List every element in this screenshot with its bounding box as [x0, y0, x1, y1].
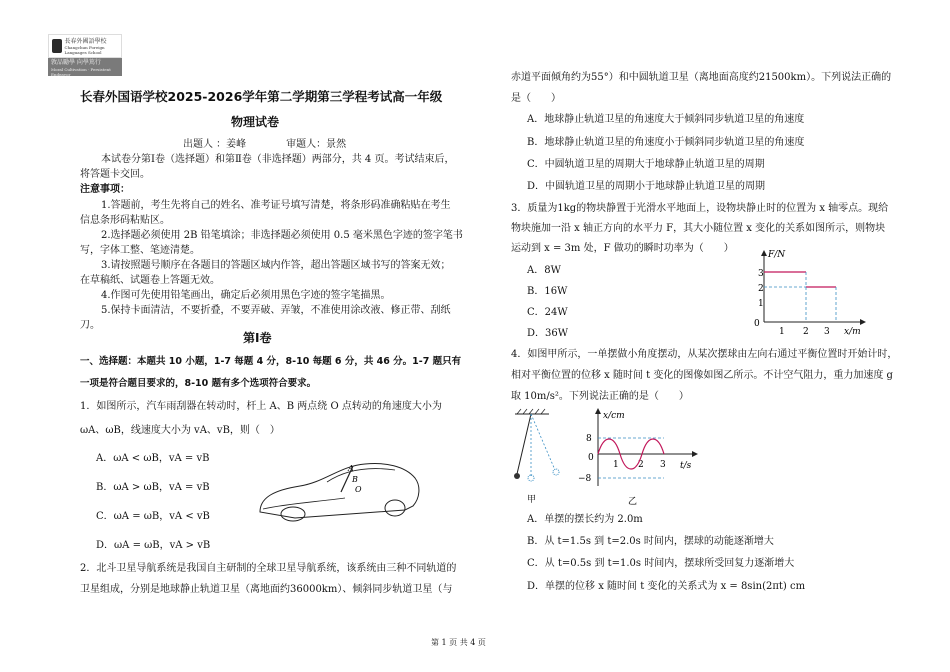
q2-stem-2: 卫星组成，分别是地球静止轨道卫星（离地面约36000km）、倾斜同步轨道卫星（与	[80, 584, 453, 595]
notice-line: 在草稿纸、试题卷上答题无效。	[80, 275, 220, 286]
pendulum-figure	[509, 408, 579, 508]
q2-option-b: B．地球静止轨道卫星的角速度小于倾斜同步轨道卫星的角速度	[527, 137, 805, 148]
intro-line-1: 本试卷分第Ⅰ卷（选择题）和第Ⅱ卷（非选择题）两部分，共 4 页。考试结束后，	[101, 154, 455, 165]
q1-stem-1: 1．如图所示，汽车雨刮器在转动时，杆上 A、B 两点绕 O 点转动的角速度大小为	[80, 401, 442, 412]
y-tick-0: 0	[588, 453, 594, 463]
q4-option-d: D．单摆的位移 x 随时间 t 变化的关系式为 x = 8sin(2πt) cm	[527, 581, 806, 592]
section-desc-2: 一项是符合题目要求的，8-10 题有多个选项符合要求。	[80, 378, 317, 389]
q4-stem-1: 4．如图甲所示，一单摆做小角度摆动，从某次摆球由左向右通过平衡位置时开始计时，	[511, 349, 898, 360]
q2-stem-4: 是（ ）	[511, 93, 561, 104]
xcm-axis-label: x/cm	[603, 411, 625, 421]
exam-authors: 出题人 ：姜峰 审题人：景然	[183, 139, 347, 150]
q1-option-d: D．ωA = ωB，vA > vB	[96, 540, 211, 551]
y-tick-8: 8	[586, 434, 592, 444]
notice-line: 2.选择题必须使用 2B 铅笔填涂；非选择题必须使用 0.5 毫米黑色字迹的签字笔书	[101, 230, 463, 241]
section-title: 第Ⅰ卷	[243, 331, 272, 345]
x-axis-label: x/m	[844, 327, 861, 336]
q2-stem-1: 2．北斗卫星导航系统是我国自主研制的全球卫星导航系统，该系统由三种不同轨道的	[80, 563, 457, 574]
notice-line: 信息条形码粘贴区。	[80, 215, 170, 226]
q3-option-b: B．16W	[527, 286, 568, 297]
notice-line: 刀。	[80, 320, 100, 331]
y-tick-1: 1	[758, 299, 764, 309]
y-tick-3: 3	[758, 269, 764, 279]
intro-line-2: 将答题卡交回。	[80, 169, 150, 180]
motto-en: Moral Cultivation · Persistent Endeavor	[51, 67, 111, 77]
school-logo	[48, 34, 122, 77]
q1-option-b: B．ωA > ωB，vA = vB	[96, 482, 210, 493]
q2-option-a: A．地球静止轨道卫星的角速度大于倾斜同步轨道卫星的角速度	[527, 114, 805, 125]
y-tick-neg8: −8	[578, 474, 592, 484]
page-number: 第 1 页 共 4 页	[431, 638, 486, 647]
school-name-cn: 長春外國語學校	[64, 37, 107, 45]
q4-stem-2: 相对平衡位置的位移 x 随时间 t 变化的图像如图乙所示。不计空气阻力，重力加速度 g	[511, 370, 893, 381]
q2-option-c: C．中圆轨道卫星的周期大于地球静止轨道卫星的周期	[527, 159, 765, 170]
q4-option-c: C．从 t=0.5s 到 t=1.0s 时间内，摆球所受回复力逐渐增大	[527, 558, 795, 569]
school-seal-icon	[52, 39, 62, 53]
q2-stem-3: 赤道平面倾角约为55°）和中圆轨道卫星（离地面高度约21500km）。下列说法正确的	[511, 72, 892, 83]
notice-line: 写，字体工整、笔迹清楚。	[80, 245, 200, 256]
q3-stem-3: 运动到 x = 3m 处，F 做功的瞬时功率为（ ）	[511, 243, 734, 254]
q3-option-d: D．36W	[527, 328, 569, 339]
origin-label: 0	[754, 319, 760, 329]
x-tick-3: 3	[824, 327, 830, 336]
notice-line: 3.请按照题号顺序在各题目的答题区域内作答，超出答题区域书写的答案无效；	[101, 260, 451, 271]
f-axis-label: F/N	[768, 250, 786, 260]
car-wiper-figure	[255, 452, 425, 527]
force-position-graph	[748, 246, 868, 336]
point-o-label: O	[355, 485, 362, 494]
motto-cn: 敦品勵學 向學篤行	[51, 59, 101, 66]
exam-subtitle: 物理试卷	[231, 115, 280, 129]
section-desc-1: 一、选择题：本题共 10 小题，1-7 每题 4 分，8-10 每题 6 分，共 46 分。1-7 题只有	[80, 356, 462, 367]
q4-option-a: A．单摆的摆长约为 2.0m	[527, 514, 643, 525]
q3-stem-1: 3．质量为1kg的物块静置于光滑水平地面上，设物块静止时的位置为 x 轴零点。现给	[511, 203, 889, 214]
t-tick-3: 3	[660, 460, 666, 470]
t-tick-1: 1	[613, 460, 619, 470]
school-name-en: Changchun Foreign Languages School	[64, 44, 105, 55]
q2-option-d: D．中圆轨道卫星的周期小于地球静止轨道卫星的周期	[527, 181, 766, 192]
q3-stem-2: 物块施加一沿 x 轴正方向的水平力 F，其大小随位置 x 变化的关系如图所示，则物块	[511, 223, 886, 234]
q1-option-c: C．ωA = ωB，vA < vB	[96, 511, 210, 522]
q4-option-b: B．从 t=1.5s 到 t=2.0s 时间内，摆球的动能逐渐增大	[527, 536, 774, 547]
q1-stem-2: ωA、ωB，线速度大小为 vA、vB，则（ ）	[80, 425, 280, 436]
figure-a-label: 甲	[527, 495, 537, 505]
q3-option-a: A．8W	[527, 265, 561, 276]
q1-option-a: A．ωA < ωB，vA = vB	[96, 453, 210, 464]
ts-axis-label: t/s	[680, 461, 692, 471]
figure-b-label: 乙	[628, 497, 638, 507]
x-tick-2: 2	[803, 327, 809, 336]
y-tick-2: 2	[758, 284, 764, 294]
point-a-label: A	[348, 464, 354, 473]
notice-line: 4.作图可先使用铅笔画出，确定后必须用黑色字迹的签字笔描黑。	[101, 290, 391, 301]
t-tick-2: 2	[638, 460, 644, 470]
point-b-label: B	[352, 475, 358, 484]
x-tick-1: 1	[779, 327, 785, 336]
exam-title: 长春外国语学校2025-2026学年第二学期第三学程考试高一年级	[80, 89, 443, 104]
notice-title: 注意事项：	[80, 184, 130, 195]
notice-line: 5.保持卡面清洁，不要折叠，不要弄破、弄皱，不准使用涂改液、修正带、刮纸	[101, 305, 451, 316]
notice-line: 1.答题前，考生先将自己的姓名、准考证号填写清楚，将条形码准确粘贴在考生	[101, 200, 451, 211]
q3-option-c: C．24W	[527, 307, 568, 318]
q4-stem-3: 取 10m/s²。下列说法正确的是（ ）	[511, 391, 689, 402]
displacement-time-graph	[576, 408, 706, 510]
